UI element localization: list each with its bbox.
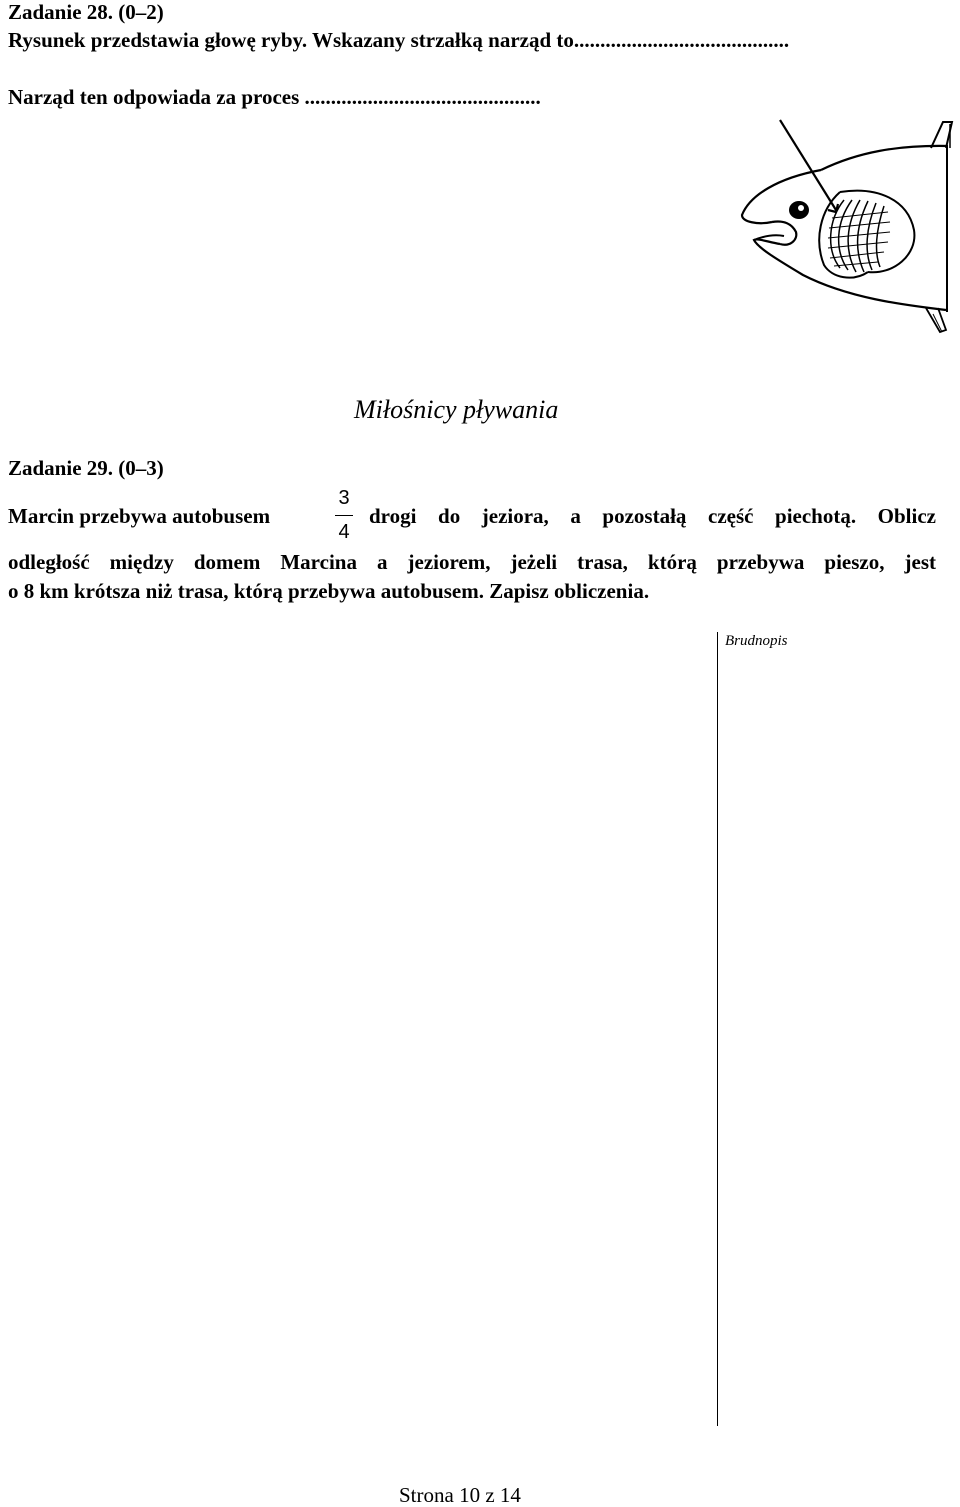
- fraction-bar: [335, 515, 353, 516]
- fraction-denominator: 4: [338, 521, 350, 543]
- task-28-question-organ: Rysunek przedstawia głowę ryby. Wskazany strzałką narząd to.........................................: [8, 28, 790, 52]
- task-29-line-2: odległość między domem Marcina a jeziorem, jeżeli trasa, którą przebywa pieszo, jest: [8, 550, 936, 574]
- task-29-line-3: o 8 km krótsza niż trasa, którą przebywa autobusem. Zapisz obliczenia.: [8, 579, 650, 603]
- draft-divider-line: [717, 632, 718, 1426]
- task-28-question-process: Narząd ten odpowiada za proces .............................................: [8, 85, 541, 109]
- section-heading: Miłośnicy pływania: [354, 395, 559, 424]
- fraction-numerator: 3: [338, 487, 350, 509]
- page-number: Strona 10 z 14: [399, 1483, 521, 1507]
- fish-head-drawing: [728, 100, 960, 350]
- task-29-line-1-start: Marcin przebywa autobusem: [8, 504, 271, 528]
- fraction-three-quarters: [334, 487, 354, 545]
- task-28-title: Zadanie 28. (0–2): [8, 0, 164, 24]
- task-29-line-1-end: drogi do jeziora, a pozostałą część piechotą. Oblicz: [369, 504, 936, 528]
- task-29-title: Zadanie 29. (0–3): [8, 456, 164, 480]
- draft-label: Brudnopis: [725, 633, 788, 649]
